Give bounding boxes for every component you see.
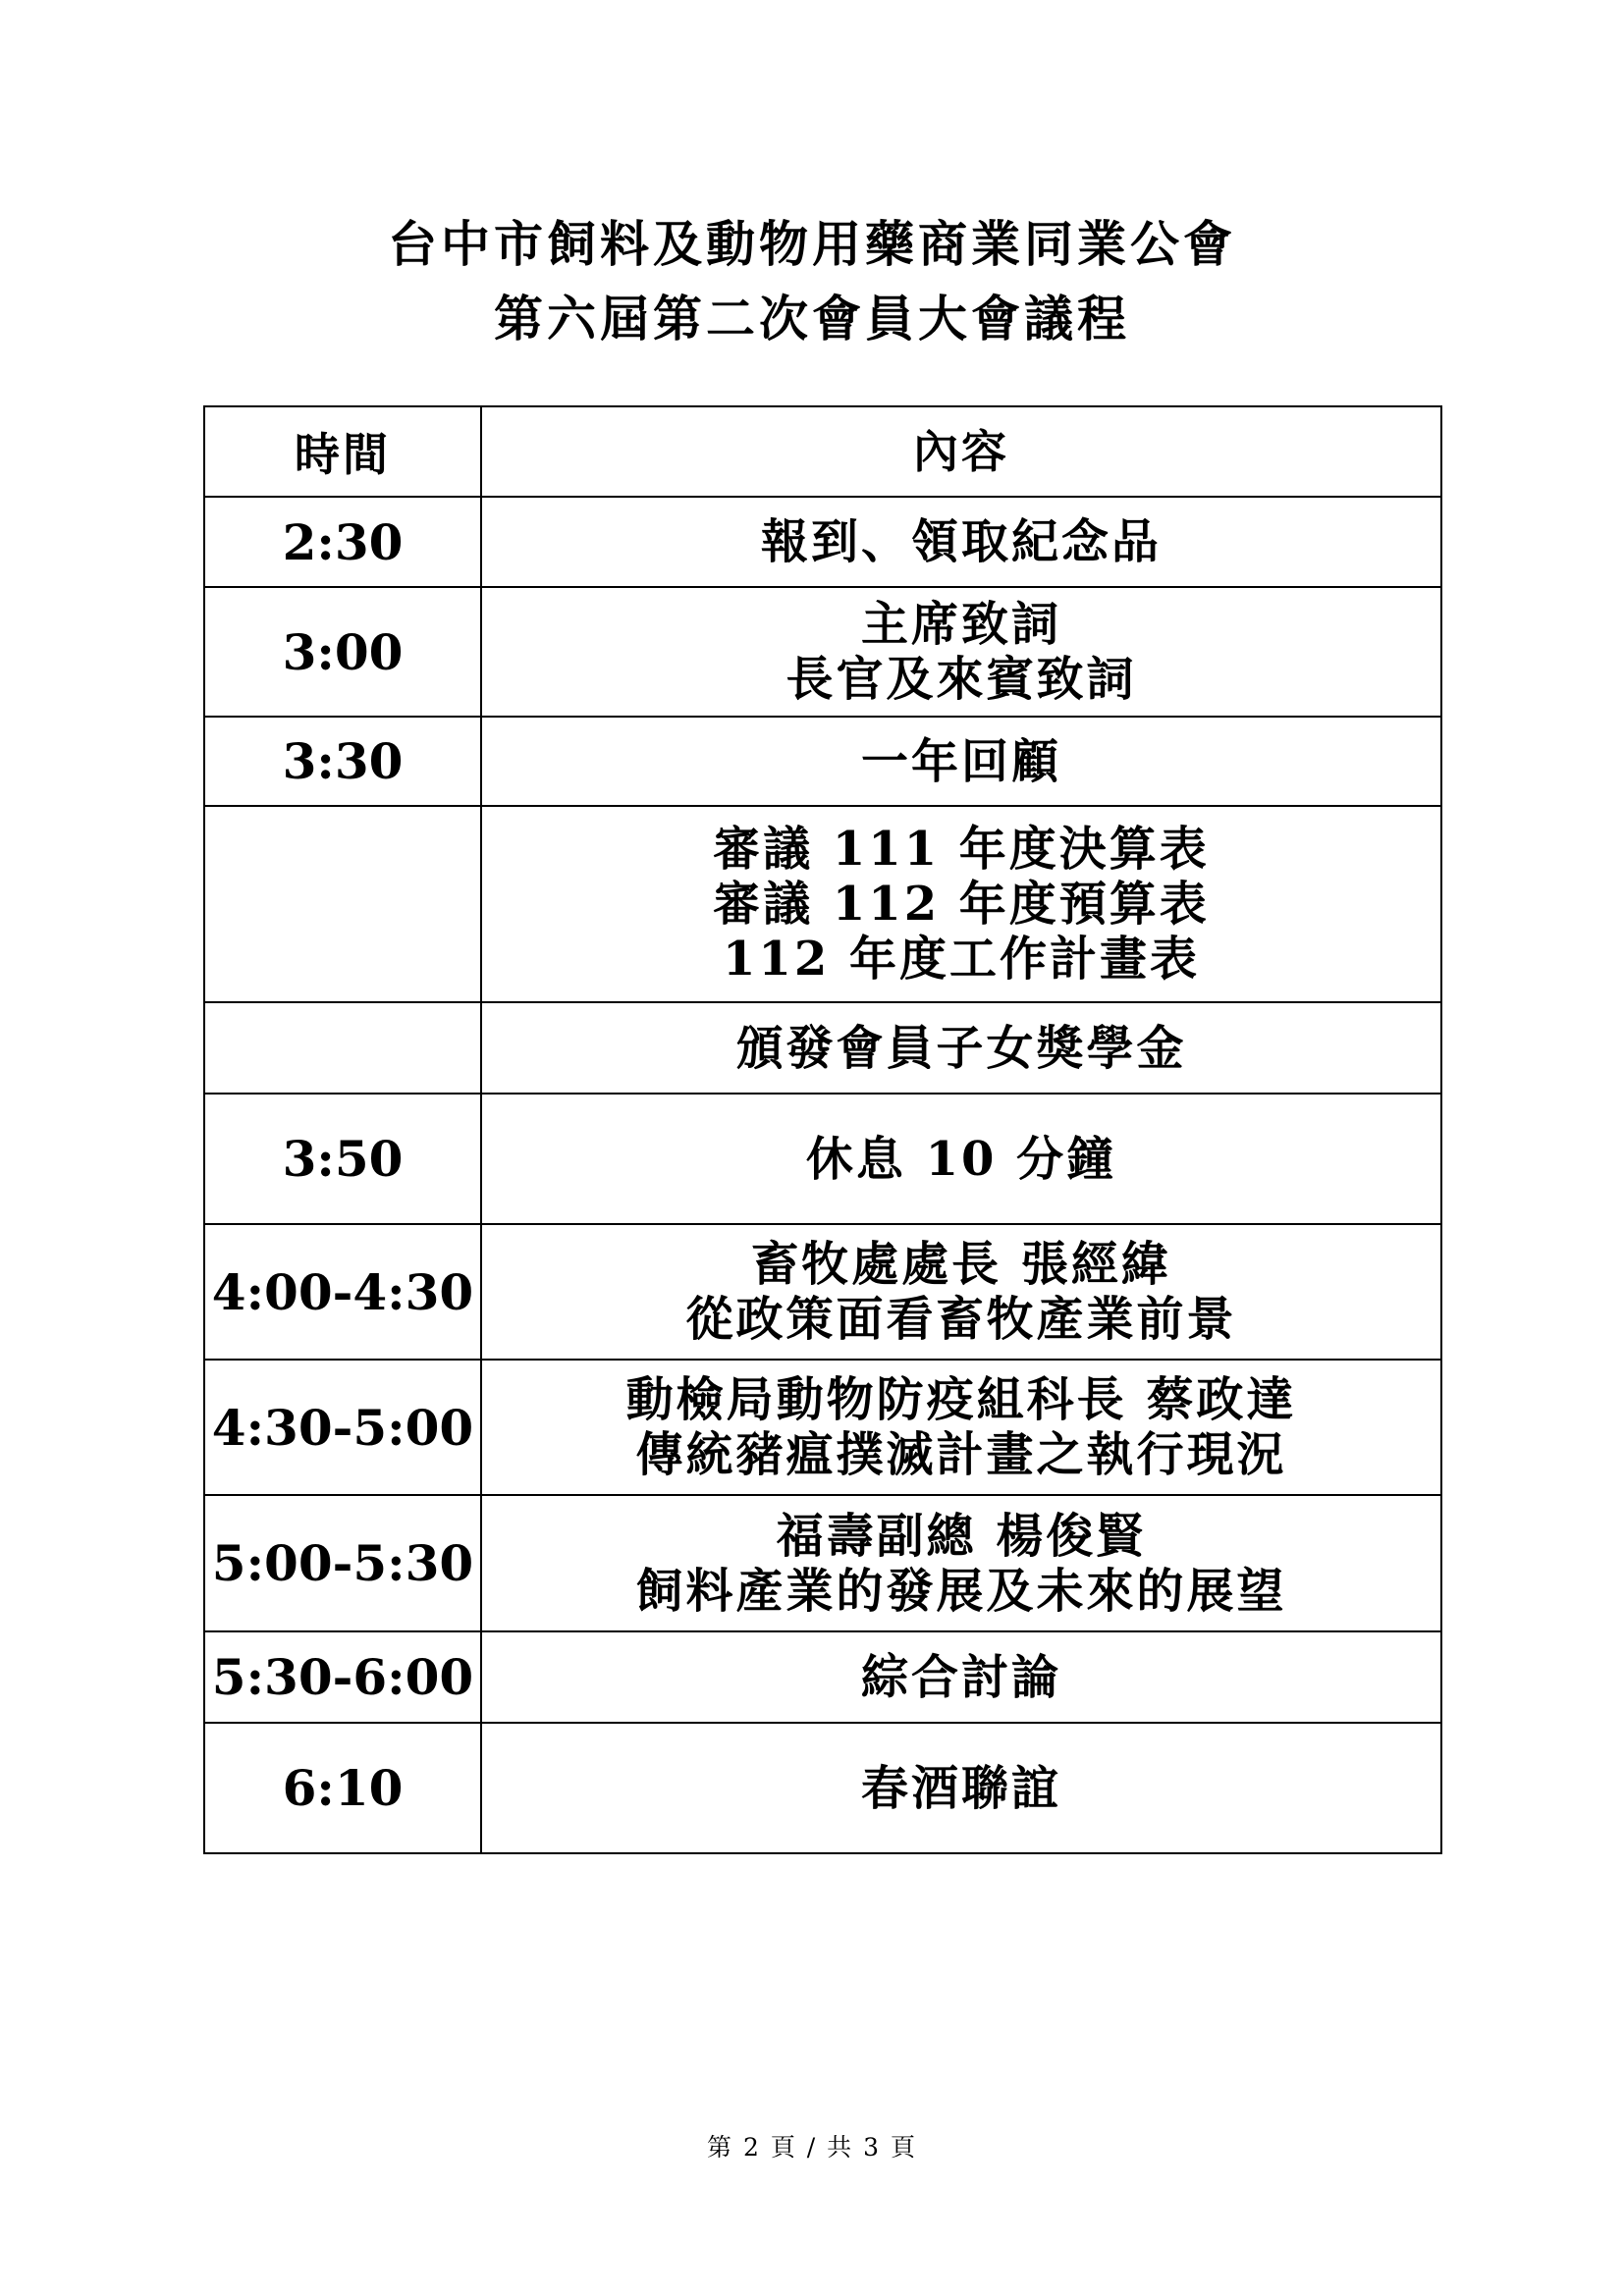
content-line: 春酒聯誼: [860, 1760, 1061, 1816]
table-row: [204, 497, 1441, 587]
content-cell: [481, 1495, 1441, 1631]
content-line: 畜牧處處長 張經緯: [751, 1237, 1171, 1292]
content-cell: [481, 587, 1441, 717]
table-row: [204, 1224, 1441, 1360]
content-cell: [481, 1723, 1441, 1853]
time-cell: 6:10: [204, 1723, 481, 1853]
time-cell: 4:30-5:00: [204, 1360, 481, 1495]
content-line: 長官及來賓致詞: [785, 652, 1137, 707]
content-line: 112 年度工作計畫表: [723, 932, 1200, 987]
content-line: 主席致詞: [860, 597, 1061, 652]
document-title-line-2: 第六屆第二次會員大會議程: [494, 290, 1130, 347]
table-row: [204, 1094, 1441, 1224]
content-line: 綜合討論: [860, 1649, 1061, 1705]
time-cell: 3:50: [204, 1094, 481, 1224]
content-line: 休息 10 分鐘: [805, 1131, 1117, 1187]
time-cell: 3:30: [204, 717, 481, 806]
content-line: 從政策面看畜牧產業前景: [685, 1292, 1237, 1347]
table-row: [204, 806, 1441, 1002]
table-row: [204, 1723, 1441, 1853]
table-row: [204, 1002, 1441, 1094]
agenda-table: [203, 405, 1442, 1854]
content-column-header: 內容: [481, 406, 1441, 497]
content-cell: [481, 1631, 1441, 1723]
content-line: 飼料產業的發展及未來的展望: [635, 1563, 1287, 1619]
table-header-row: [204, 406, 1441, 497]
page-number-footer: 第 2 頁 / 共 3 頁: [707, 2133, 917, 2162]
content-line: 一年回顧: [860, 733, 1061, 789]
table-row: [204, 717, 1441, 806]
document-title-line-1: 台中市飼料及動物用藥商業同業公會: [388, 215, 1236, 273]
table-row: [204, 1495, 1441, 1631]
time-cell: [204, 806, 481, 1002]
table-row: [204, 1631, 1441, 1723]
time-cell: 5:30-6:00: [204, 1631, 481, 1723]
content-line: 頒發會員子女獎學金: [735, 1020, 1187, 1076]
time-cell: 4:00-4:30: [204, 1224, 481, 1360]
content-cell: [481, 806, 1441, 1002]
content-line: 動檢局動物防疫組科長 蔡政達: [625, 1372, 1297, 1427]
time-cell: [204, 1002, 481, 1094]
time-column-header: 時間: [204, 406, 481, 497]
time-cell: 5:00-5:30: [204, 1495, 481, 1631]
table-row: [204, 587, 1441, 717]
content-cell: [481, 1224, 1441, 1360]
content-line: 審議 111 年度決算表: [713, 822, 1210, 877]
content-cell: [481, 1360, 1441, 1495]
content-cell: [481, 497, 1441, 587]
content-line: 福壽副總 楊俊賢: [776, 1508, 1147, 1564]
content-line: 審議 112 年度預算表: [713, 877, 1210, 932]
content-line: 傳統豬瘟撲滅計畫之執行現況: [635, 1427, 1287, 1482]
content-cell: [481, 1002, 1441, 1094]
time-cell: 3:00: [204, 587, 481, 717]
content-cell: [481, 1094, 1441, 1224]
time-cell: 2:30: [204, 497, 481, 587]
content-cell: [481, 717, 1441, 806]
table-row: [204, 1360, 1441, 1495]
content-line: 報到、領取紀念品: [760, 514, 1162, 569]
